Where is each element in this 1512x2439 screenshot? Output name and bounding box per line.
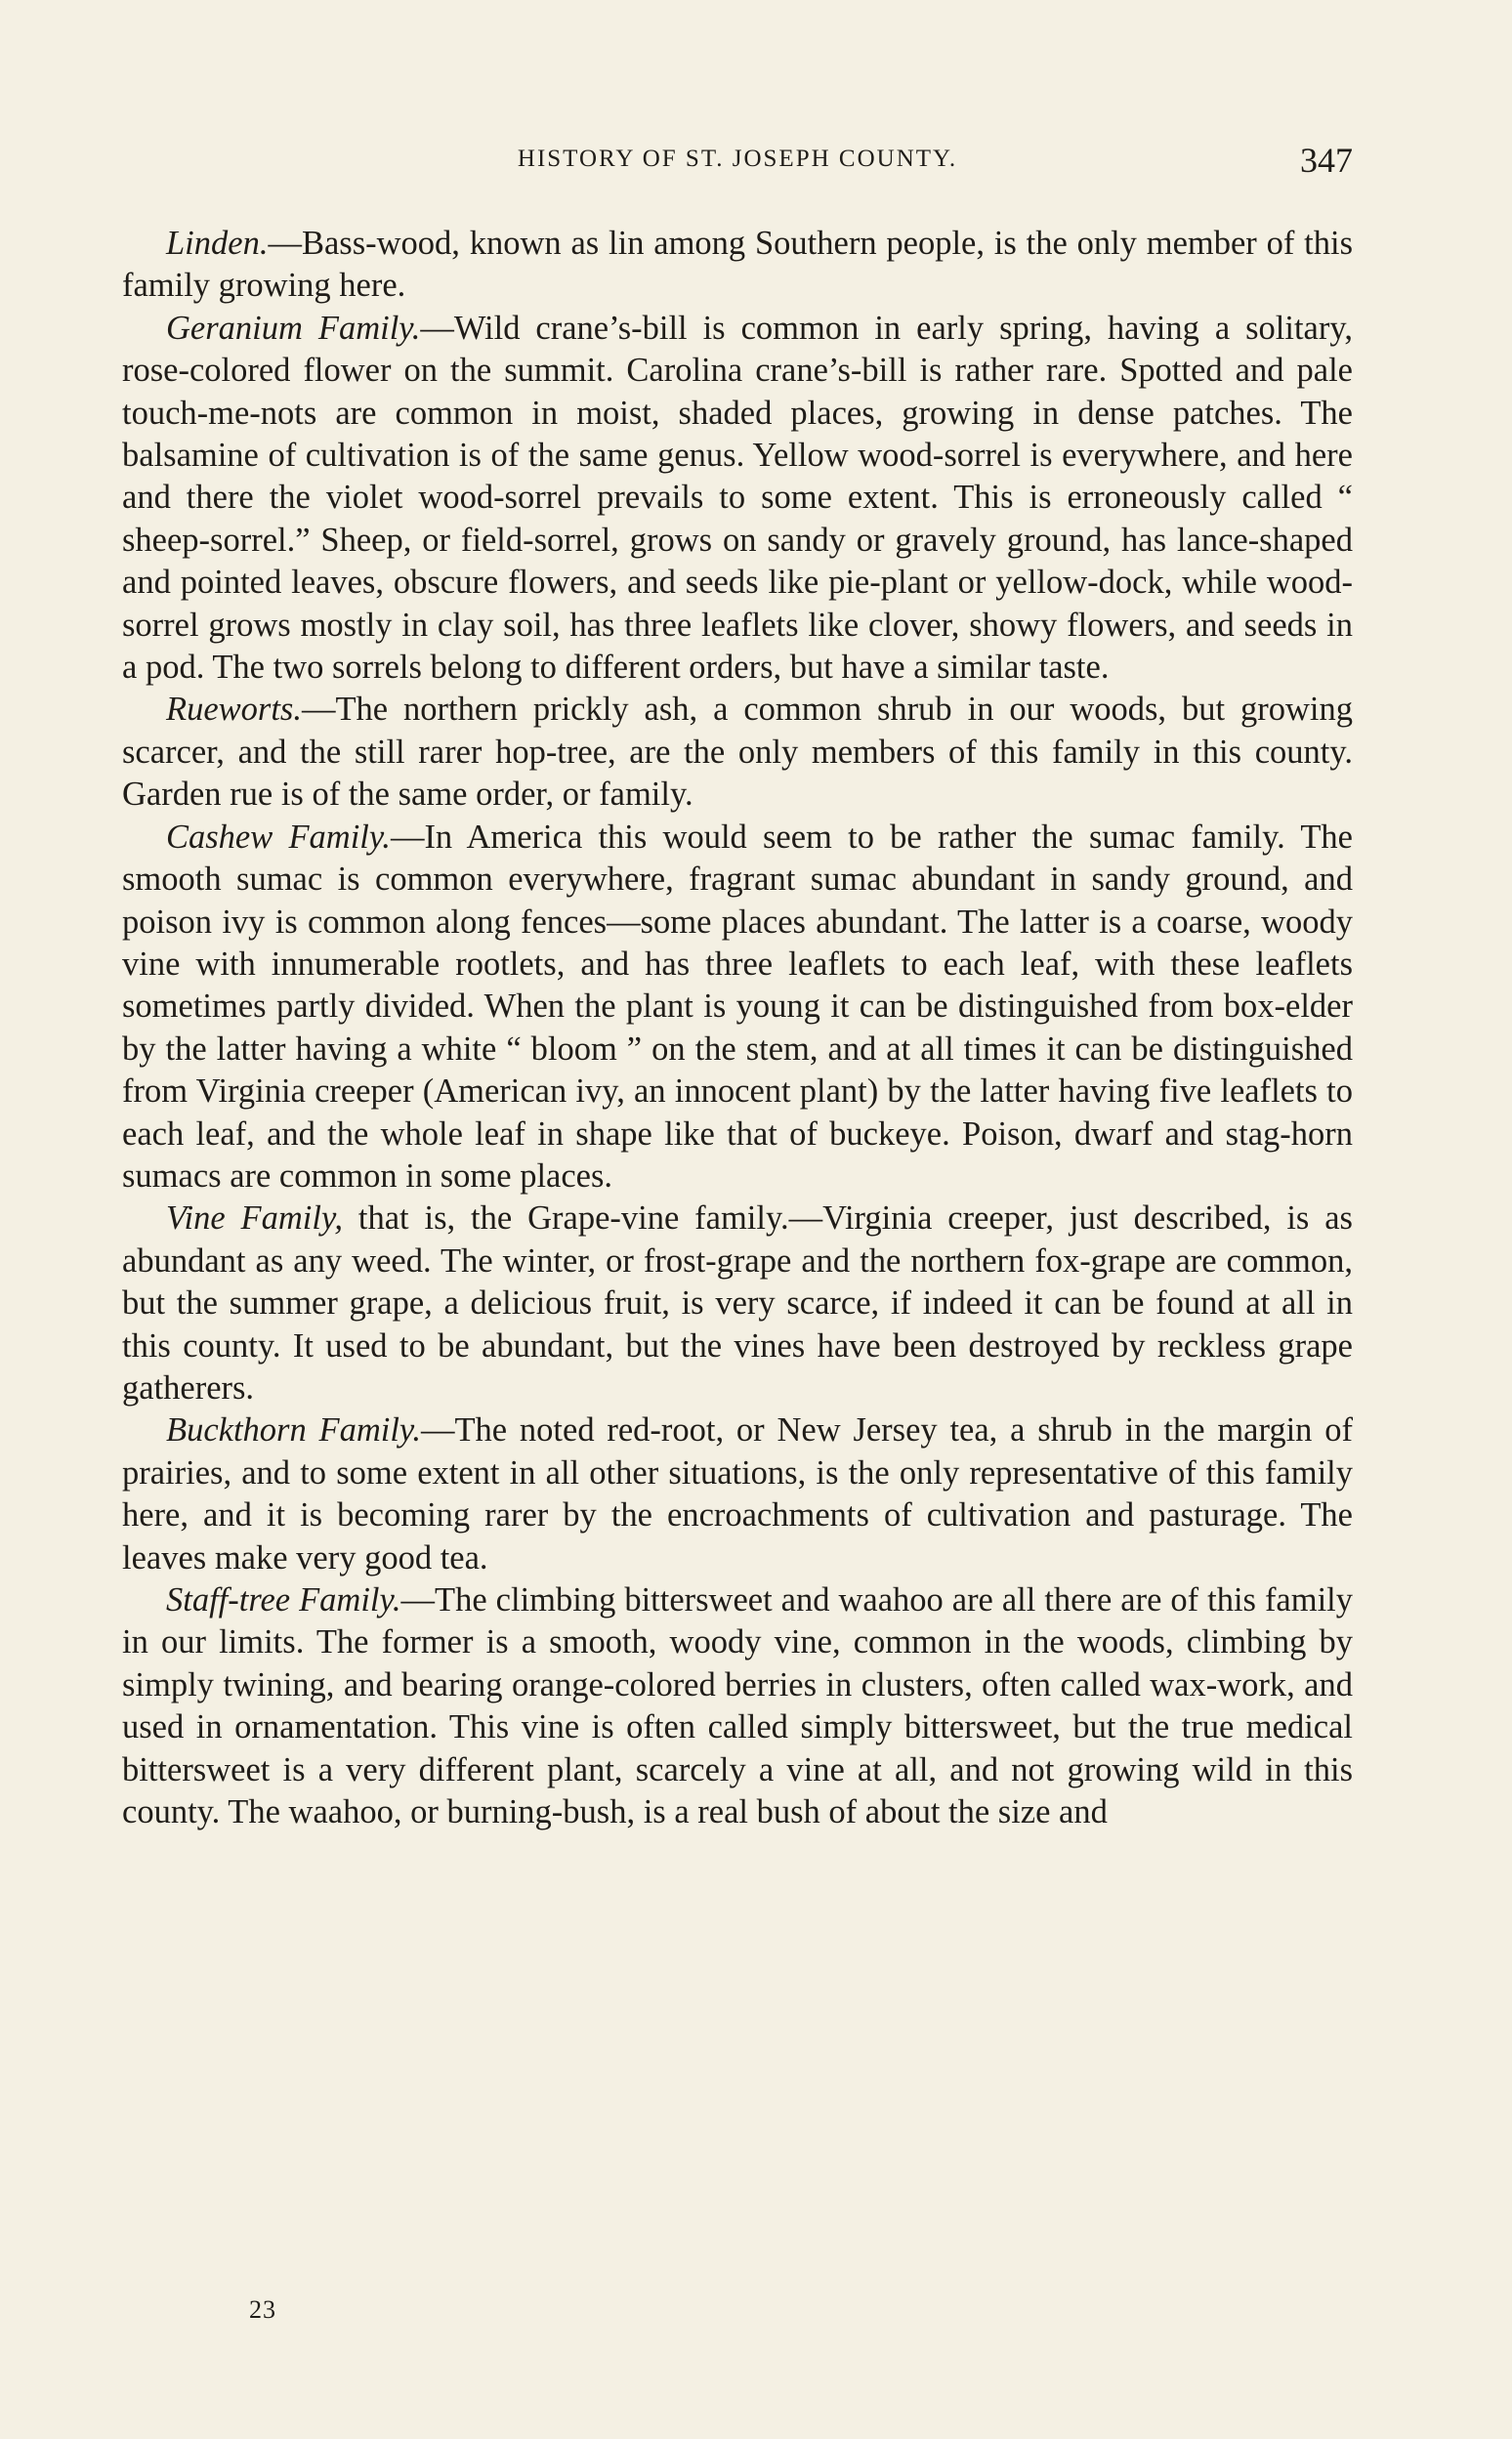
body-text: [122, 223, 1353, 1833]
paragraph-heading: Linden.: [166, 225, 269, 262]
paragraph-text: —The climbing bittersweet and waahoo are all there are of this family in our limits. The former is a smooth, woody vine, common in the woods, climbing by simply twining, and bearing orange-colored berries in clusters, often called wax-work, and used in ornamentation. This vine is often called simply bittersweet, but the true medical bittersweet is a very different plant, scarcely a vine at all, and not growing wild in this county. The waahoo, or burning-bush, is a real bush of about the size and: [122, 1581, 1354, 1831]
paragraph-heading: Rueworts.: [166, 691, 302, 729]
paragraph-heading: Buckthorn Family.: [166, 1411, 421, 1450]
paragraph-buckthorn-family: [122, 1409, 1353, 1579]
paragraph-heading: Cashew Family.: [166, 818, 391, 856]
running-title: HISTORY OF ST. JOSEPH COUNTY.: [517, 146, 958, 172]
paragraph-text: —The noted red-root, or New Jersey tea, a shrub in the margin of prairies, and to some extent in all other situations, is the only representative of this family here, and it is becoming rarer by the encroachments of cultivation and pasturage. The leaves make very good tea.: [122, 1411, 1353, 1577]
paragraph-heading: Geranium Family.: [166, 309, 421, 347]
paragraph-text: —In America this would seem to be rather the sumac family. The smooth sumac is common everywhere, fragrant sumac abundant in sandy ground, and poison ivy is common along fences—some places abundant. The latter is a coarse, woody vine with innumerable rootlets, and has three leaflets to each leaf, with these leaflets sometimes partly divided. When the plant is young it can be distinguished from box-elder by the latter having a white “ bloom ” on the stem, and at all times it can be distinguished from Virginia creeper (American ivy, an innocent plant) by the latter having five leaflets to each leaf, and the whole leaf in shape like that of buckeye. Poison, dwarf and stag-horn sumacs are common in some places.: [122, 818, 1353, 1195]
signature-mark: 23: [249, 2295, 276, 2324]
paragraph-text: that is, the Grape-vine family.—Virginia creeper, just described, is as abundant as any weed. The winter, or frost-grape and the northern fox-grape are common, but the summer grape, a delicious fruit, is very scarce, if indeed it can be found at all in this county. It used to be abundant, but the vines have been destroyed by reckless grape gatherers.: [122, 1199, 1353, 1407]
paragraph-heading: Vine Family,: [166, 1199, 343, 1238]
paragraph-geranium-family: [122, 308, 1353, 690]
paragraph-cashew-family: [122, 817, 1353, 1198]
paragraph-linden: [122, 223, 1353, 308]
paragraph-text: —Wild crane’s-bill is common in early spring, having a solitary, rose-colored flower on the summit. Carolina crane’s-bill is rather rare. Spotted and pale touch-me-nots are common in moist, shaded places, growing in dense patches. The balsamine of cultivation is of the same genus. Yellow wood-sorrel is everywhere, and here and there the violet wood-sorrel prevails to some extent. This is erroneously called “ sheep-sorrel.” Sheep, or field-sorrel, grows on sandy or gravely ground, has lance-shaped and pointed leaves, obscure flowers, and seeds like pie-plant or yellow-dock, while wood-sorrel grows mostly in clay soil, has three leaflets like clover, showy flowers, and seeds in a pod. The two sorrels belong to different orders, but have a similar taste.: [122, 309, 1353, 687]
paragraph-rueworts: [122, 689, 1353, 816]
paragraph-heading: Staff-tree Family.: [166, 1581, 401, 1619]
page-number: 347: [1300, 141, 1353, 180]
page-header: [122, 142, 1353, 190]
paragraph-text: —The northern prickly ash, a common shrub in our woods, but growing scarcer, and the still rarer hop-tree, are the only members of this family in this county. Garden rue is of the same order, or family.: [122, 691, 1353, 814]
paragraph-vine-family: [122, 1198, 1353, 1409]
paragraph-text: —Bass-wood, known as lin among Southern people, is the only member of this family growing here.: [122, 225, 1353, 305]
paragraph-staff-tree-family: [122, 1579, 1353, 1833]
